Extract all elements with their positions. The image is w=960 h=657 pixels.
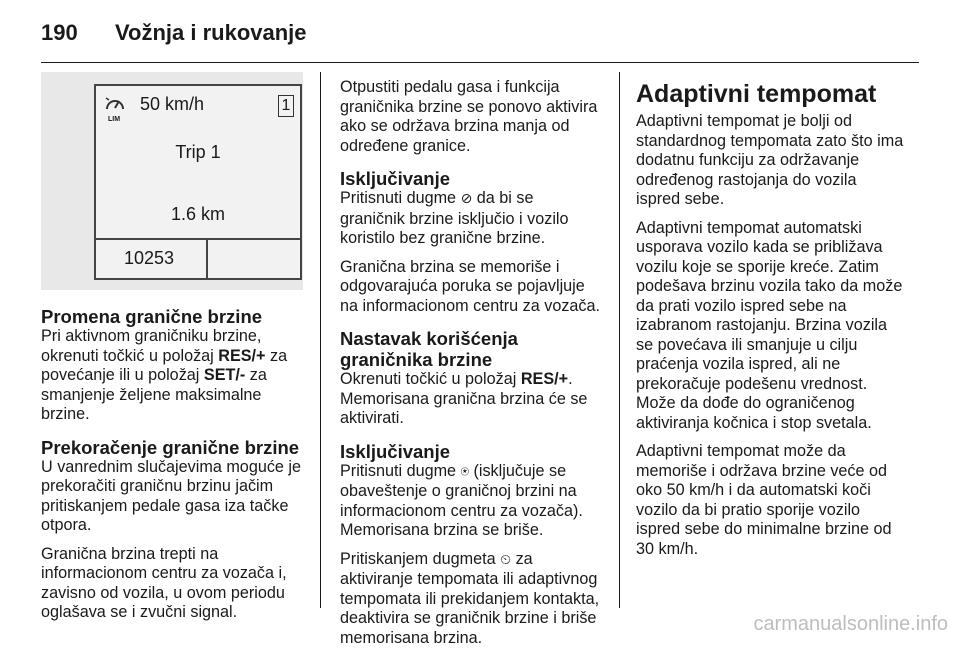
column-2 [340, 78, 602, 657]
odometer-divider [206, 240, 208, 278]
instrument-display-illustration [41, 72, 303, 290]
paragraph: Adaptivni tempomat automatski usporava vozilo kada se približava vozilu koje se sporije kreće. Zatim podešava brzinu vozila tako da može da prati vozilo ispred sebe na izabranom rastojanju. Brzina vozila se povećava ili smanjuje u cilju praćenja vozila ispred, ali ne prekoračuje podešenu vrednost. Može da dođe do ograničenog aktiviranja kočnica i stop svetala. [636, 218, 903, 432]
speed-limiter-off-icon: ⊘ [460, 191, 473, 207]
paragraph: Otpustiti pedalu gasa i funkcija graničnika brzine se ponovo aktivira ako se održava brzina manja od određene granice. [340, 78, 598, 155]
speed-limiter-icon [104, 94, 126, 116]
column-1 [41, 306, 303, 632]
paragraph: Pritisnuti dugme ⊘ da bi se graničnik brzine isključio i vozilo koristilo bez granične brzine. [340, 189, 569, 247]
trip-label: Trip 1 [175, 142, 221, 162]
paragraph: Granična brzina trepti na informacionom centru za vozača i, zavisno od vozila, u ovom periodu oglašava se i zvučni signal. [41, 544, 287, 621]
section-heading: Isključivanje [340, 440, 451, 462]
paragraph: Pritisnuti dugme ⍟ (isključuje se obaveštenje o graničnoj brzini na informacionom centru za vozača). Memorisana brzina se briše. [340, 461, 583, 539]
section-heading: Nastavak korišćenja graničnika brzine [340, 328, 518, 370]
column-divider [619, 72, 620, 608]
trip-distance: 1.6 km [170, 204, 226, 224]
cruise-control-icon: ⏲ [500, 551, 512, 568]
section-heading: Isključivanje [340, 168, 451, 189]
gear-indicator: 1 [278, 95, 294, 117]
paragraph: Pri aktivnom graničniku brzine, okrenuti točkić u položaj RES/+ za povećanje ili u položaj SET/- za smanjenje željene maksimalne brzine. [41, 327, 288, 423]
paragraph: Adaptivni tempomat može da memoriše i održava brzine veće od oko 50 km/h i da automatski koči vozilo da bi pratio sporije vozilo ispred sebe do minimalne brzine od 30 km/h. [636, 442, 892, 558]
page-title: Vožnja i rukovanje [115, 20, 307, 45]
paragraph: Okrenuti točkić u položaj RES/+. Memorisana granična brzina će se aktivirati. [340, 370, 588, 427]
paragraph: Granična brzina se memoriše i odgovarajuća poruka se pojavljuje na informacionom centru za vozača. [340, 257, 601, 315]
display-screen [94, 84, 302, 280]
odometer-row [96, 238, 300, 278]
watermark: carmanualsonline.info [753, 613, 948, 635]
header-rule [41, 62, 919, 63]
paragraph: Pritiskanjem dugmeta ⏲ za aktiviranje tempomata ili adaptivnog tempomata ili prekidanjem kontakta, deaktivira se graničnik brzine i briše memorisana brzina. [340, 549, 600, 647]
section-heading: Promena granične brzine [41, 306, 263, 327]
page-header [41, 20, 307, 46]
paragraph: U vanrednim slučajevima moguće je prekoračiti graničnu brzinu jačim pritiskanjem pedale gasa iza tačke otpora. [41, 457, 302, 534]
column-divider [320, 72, 321, 608]
paragraph: Adaptivni tempomat je bolji od standardnog tempomata zato što ima dodatnu funkciju za održavanje određenog rastojanja do vozila ispred sebe. [636, 112, 904, 208]
page-number: 190 [41, 20, 78, 45]
odometer: 10253 [124, 248, 175, 268]
section-heading: Prekoračenje granične brzine [41, 436, 300, 458]
lim-label: LIM [108, 116, 121, 123]
speed-limiter-icon: ⍟ [460, 463, 469, 480]
column-3 [636, 80, 904, 568]
main-heading: Adaptivni tempomat [636, 80, 877, 108]
limit-speed: 50 km/h [140, 94, 205, 114]
